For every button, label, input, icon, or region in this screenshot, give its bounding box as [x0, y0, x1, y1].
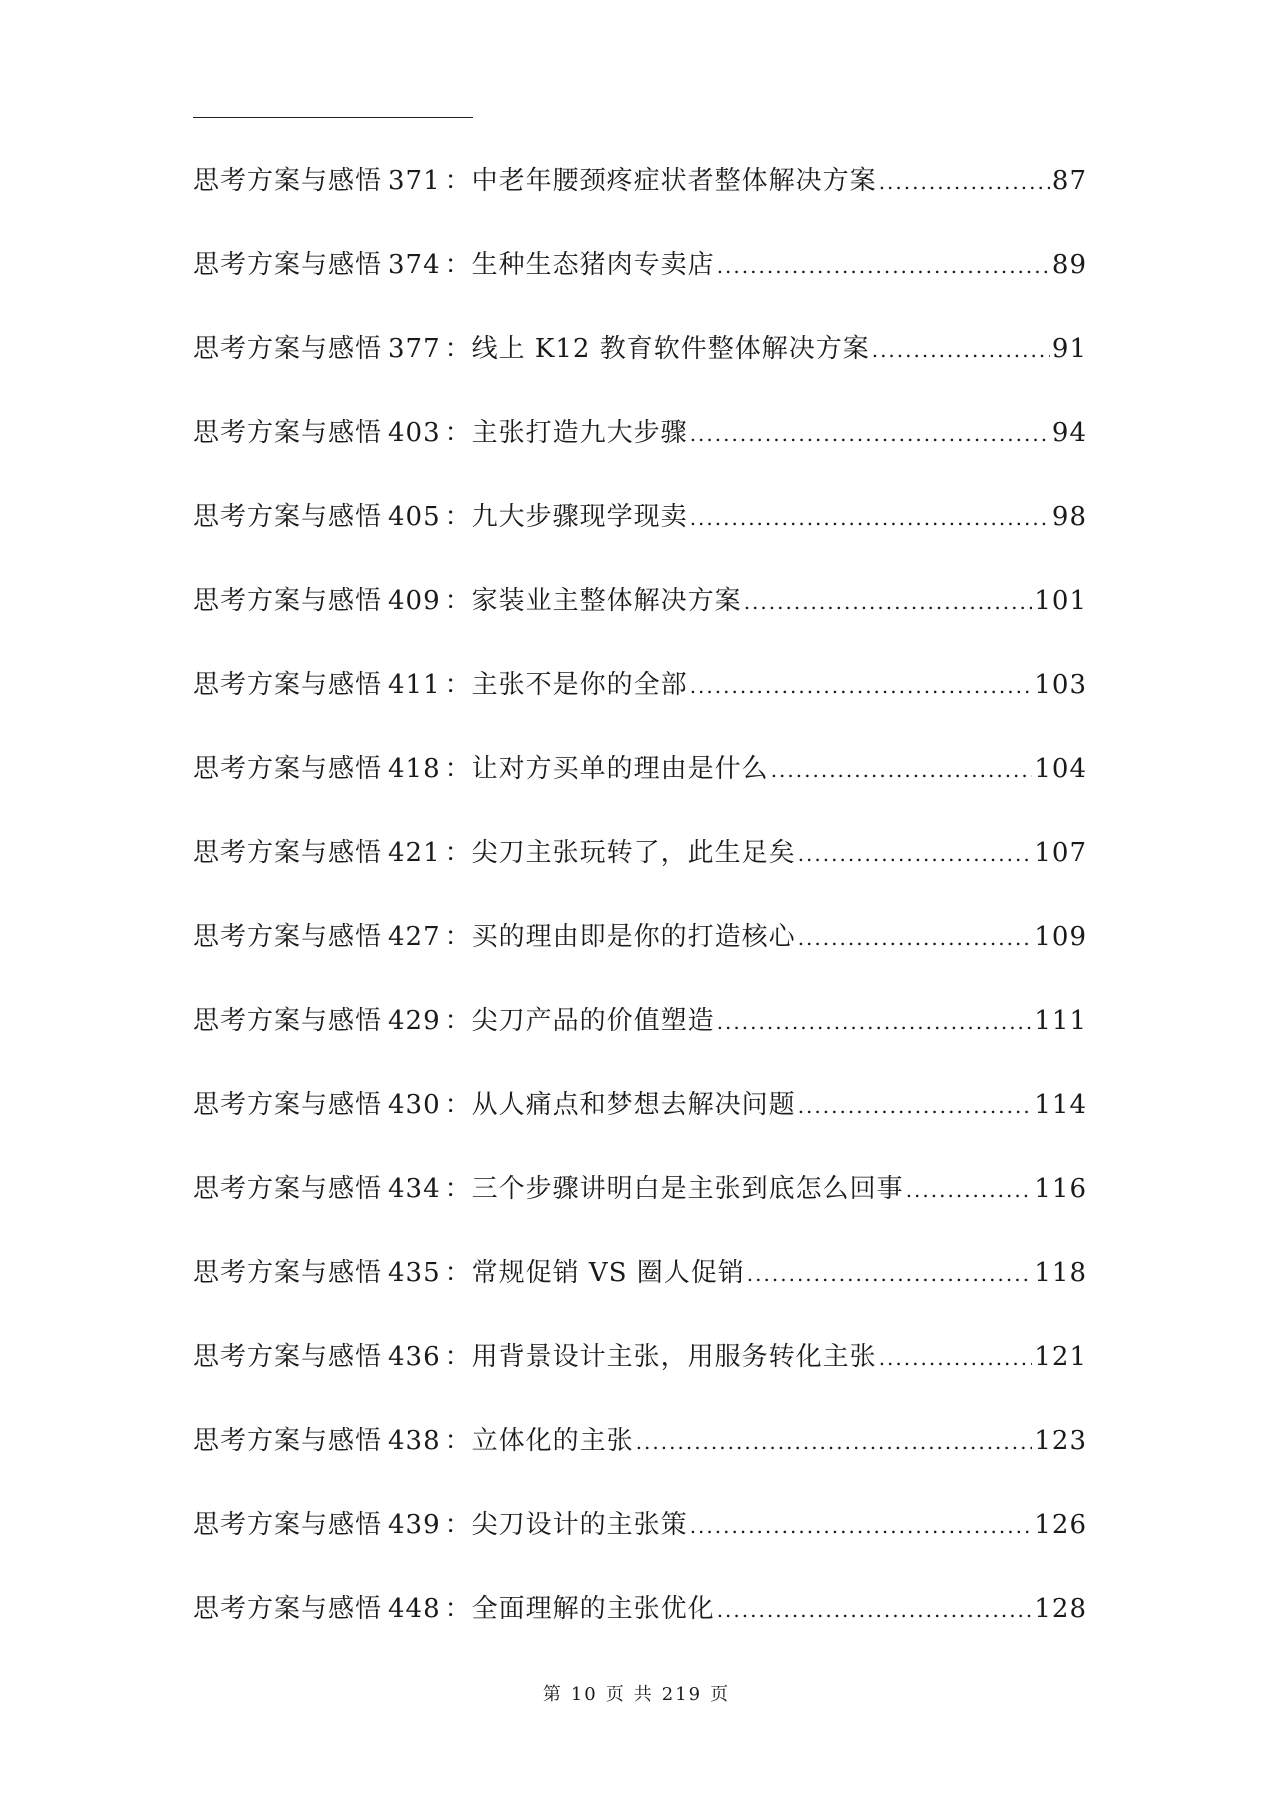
- toc-entry-prefix: 思考方案与感悟: [193, 250, 383, 280]
- toc-leader-dots: [879, 1346, 1033, 1370]
- toc-entry-number: 427: [388, 922, 441, 952]
- toc-entry-title: 思考方案与感悟 430 ：从人痛点和梦想去解决问题: [193, 1090, 796, 1120]
- toc-entry-page: 94: [1051, 418, 1087, 448]
- toc-leader-dots: [906, 1178, 1033, 1202]
- toc-entry[interactable]: [193, 160, 1087, 244]
- toc-entry[interactable]: [193, 1252, 1087, 1336]
- toc-entry-number: 448: [388, 1594, 441, 1624]
- toc-entry-page: 118: [1034, 1258, 1087, 1288]
- toc-entry-prefix: 思考方案与感悟: [193, 502, 383, 532]
- toc-entry-number: 405: [388, 502, 441, 532]
- toc-entry-title: 思考方案与感悟 448 ：全面理解的主张优化: [193, 1594, 715, 1624]
- toc-entry-page: 126: [1034, 1510, 1087, 1540]
- toc-entry-title: 思考方案与感悟 429 ：尖刀产品的价值塑造: [193, 1006, 715, 1036]
- toc-entry-page: 104: [1034, 754, 1087, 784]
- toc-entry-title: 思考方案与感悟 377 ：线上 K12 教育软件整体解决方案: [193, 334, 870, 364]
- toc-entry[interactable]: [193, 1336, 1087, 1420]
- toc-entry-page: 103: [1034, 670, 1087, 700]
- toc-entry-number: 374: [388, 250, 441, 280]
- toc-entry-title: 思考方案与感悟 403 ：主张打造九大步骤: [193, 418, 688, 448]
- footer-total-pages: 219: [661, 1684, 703, 1705]
- page-footer: [0, 1680, 1273, 1706]
- toc-entry-text: 中老年腰颈疼症状者整体解决方案: [471, 166, 877, 196]
- toc-entry[interactable]: [193, 832, 1087, 916]
- toc-entry[interactable]: [193, 244, 1087, 328]
- toc-entry-prefix: 思考方案与感悟: [193, 754, 383, 784]
- toc-entry[interactable]: [193, 580, 1087, 664]
- toc-entry-page: 114: [1034, 1090, 1087, 1120]
- toc-entry-title: 思考方案与感悟 427 ：买的理由即是你的打造核心: [193, 922, 796, 952]
- toc-entry-text: 立体化的主张: [471, 1426, 634, 1456]
- toc-entry-page: 123: [1034, 1426, 1087, 1456]
- toc-entry-text: 线上 K12 教育软件整体解决方案: [471, 334, 870, 364]
- toc-leader-dots: [636, 1430, 1033, 1454]
- toc-entry-page: 89: [1051, 250, 1087, 280]
- footer-gong: 共: [633, 1684, 654, 1705]
- toc-entry-title: 思考方案与感悟 405 ：九大步骤现学现卖: [193, 502, 688, 532]
- toc-entry-prefix: 思考方案与感悟: [193, 418, 383, 448]
- toc-entry-prefix: 思考方案与感悟: [193, 670, 383, 700]
- toc-entry-title: 思考方案与感悟 435 ：常规促销 VS 圈人促销: [193, 1258, 745, 1288]
- toc-entry[interactable]: [193, 1588, 1087, 1672]
- toc-entry-prefix: 思考方案与感悟: [193, 334, 383, 364]
- toc-entry-title: 思考方案与感悟 418 ：让对方买单的理由是什么: [193, 754, 769, 784]
- toc-leader-dots: [744, 590, 1033, 614]
- toc-entry-text: 生种生态猪肉专卖店: [471, 250, 715, 280]
- toc-entry-page: 87: [1051, 166, 1087, 196]
- toc-entry-text: 从人痛点和梦想去解决问题: [471, 1090, 796, 1120]
- footer-ye2: 页: [710, 1684, 731, 1705]
- toc-entry-prefix: 思考方案与感悟: [193, 1594, 383, 1624]
- toc-entry-page: 111: [1034, 1006, 1087, 1036]
- toc-entry-prefix: 思考方案与感悟: [193, 1510, 383, 1540]
- toc-entry-number: 430: [388, 1090, 441, 1120]
- toc-entry-number: 411: [388, 670, 441, 700]
- toc-entry-prefix: 思考方案与感悟: [193, 1090, 383, 1120]
- toc-entry-number: 409: [388, 586, 441, 616]
- toc-entry-text: 全面理解的主张优化: [471, 1594, 715, 1624]
- toc-entry-number: 434: [388, 1174, 441, 1204]
- toc-entry-title: 思考方案与感悟 374 ：生种生态猪肉专卖店: [193, 250, 715, 280]
- toc-leader-dots: [771, 758, 1033, 782]
- toc-entry-title: 思考方案与感悟 411 ：主张不是你的全部: [193, 670, 688, 700]
- toc-entry-text: 主张打造九大步骤: [471, 418, 688, 448]
- toc-leader-dots: [798, 926, 1033, 950]
- toc-entry[interactable]: [193, 1168, 1087, 1252]
- footer-di: 第: [542, 1684, 563, 1705]
- toc-leader-dots: [798, 842, 1033, 866]
- toc-entry-text: 三个步骤讲明白是主张到底怎么回事: [471, 1174, 904, 1204]
- toc-entry[interactable]: [193, 1084, 1087, 1168]
- toc-entry[interactable]: [193, 1000, 1087, 1084]
- toc-entry-text: 尖刀设计的主张策: [471, 1510, 688, 1540]
- toc-entry-page: 107: [1034, 838, 1087, 868]
- toc-leader-dots: [690, 506, 1050, 530]
- toc-entry-number: 377: [388, 334, 441, 364]
- toc-entry-number: 439: [388, 1510, 441, 1540]
- toc-entry[interactable]: [193, 748, 1087, 832]
- toc-entry-prefix: 思考方案与感悟: [193, 1426, 383, 1456]
- toc-entry-number: 429: [388, 1006, 441, 1036]
- toc-entry-page: 128: [1034, 1594, 1087, 1624]
- toc-entry-text: 主张不是你的全部: [471, 670, 688, 700]
- toc-entry-title: 思考方案与感悟 436 ：用背景设计主张，用服务转化主张: [193, 1342, 877, 1372]
- toc-entry-prefix: 思考方案与感悟: [193, 1258, 383, 1288]
- toc-entry-prefix: 思考方案与感悟: [193, 1006, 383, 1036]
- toc-entry-title: 思考方案与感悟 409 ：家装业主整体解决方案: [193, 586, 742, 616]
- toc-leader-dots: [690, 1514, 1033, 1538]
- toc-leader-dots: [690, 674, 1033, 698]
- toc-entry-prefix: 思考方案与感悟: [193, 838, 383, 868]
- toc-entry-text: 让对方买单的理由是什么: [471, 754, 769, 784]
- toc-entry-page: 98: [1051, 502, 1087, 532]
- toc-entry-number: 371: [388, 166, 441, 196]
- toc-entry-title: 思考方案与感悟 371 ：中老年腰颈疼症状者整体解决方案: [193, 166, 877, 196]
- toc-entry-number: 418: [388, 754, 441, 784]
- toc-entry-page: 101: [1034, 586, 1087, 616]
- toc-entry-text: 九大步骤现学现卖: [471, 502, 688, 532]
- toc-entry-prefix: 思考方案与感悟: [193, 922, 383, 952]
- toc-entry-text: 家装业主整体解决方案: [471, 586, 742, 616]
- toc-entry-page: 109: [1034, 922, 1087, 952]
- toc-entry-text: 尖刀主张玩转了，此生足矣: [471, 838, 796, 868]
- toc-entry-prefix: 思考方案与感悟: [193, 1342, 383, 1372]
- toc-entry[interactable]: [193, 1420, 1087, 1504]
- toc-entry-text: 尖刀产品的价值塑造: [471, 1006, 715, 1036]
- toc-entry-title: 思考方案与感悟 439 ：尖刀设计的主张策: [193, 1510, 688, 1540]
- toc-entry-number: 438: [388, 1426, 441, 1456]
- toc-entry-prefix: 思考方案与感悟: [193, 166, 383, 196]
- toc-leader-dots: [717, 254, 1050, 278]
- toc-entry-title: 思考方案与感悟 421 ：尖刀主张玩转了，此生足矣: [193, 838, 796, 868]
- toc-leader-dots: [879, 170, 1050, 194]
- toc-entry-number: 421: [388, 838, 441, 868]
- toc-entry-number: 403: [388, 418, 441, 448]
- toc-entry[interactable]: [193, 496, 1087, 580]
- toc-entry[interactable]: [193, 328, 1087, 412]
- header-rule: [193, 117, 473, 118]
- toc-entry-title: 思考方案与感悟 434 ：三个步骤讲明白是主张到底怎么回事: [193, 1174, 904, 1204]
- toc-entry[interactable]: [193, 1504, 1087, 1588]
- toc-leader-dots: [798, 1094, 1033, 1118]
- toc-entry-number: 435: [388, 1258, 441, 1288]
- toc-entry[interactable]: [193, 916, 1087, 1000]
- footer-ye: 页: [605, 1684, 626, 1705]
- toc-entry-text: 用背景设计主张，用服务转化主张: [471, 1342, 877, 1372]
- toc-leader-dots: [717, 1598, 1033, 1622]
- table-of-contents: [193, 160, 1087, 1672]
- toc-leader-dots: [690, 422, 1050, 446]
- toc-leader-dots: [747, 1262, 1033, 1286]
- toc-entry-number: 436: [388, 1342, 441, 1372]
- toc-entry-title: 思考方案与感悟 438 ：立体化的主张: [193, 1426, 634, 1456]
- toc-entry-prefix: 思考方案与感悟: [193, 586, 383, 616]
- toc-entry-page: 91: [1051, 334, 1087, 364]
- toc-entry-page: 116: [1034, 1174, 1087, 1204]
- toc-entry-page: 121: [1034, 1342, 1087, 1372]
- toc-entry[interactable]: [193, 412, 1087, 496]
- toc-entry[interactable]: [193, 664, 1087, 748]
- toc-entry-prefix: 思考方案与感悟: [193, 1174, 383, 1204]
- footer-current-page: 10: [570, 1684, 598, 1705]
- toc-leader-dots: [872, 338, 1050, 362]
- toc-entry-text: 常规促销 VS 圈人促销: [471, 1258, 745, 1288]
- toc-leader-dots: [717, 1010, 1033, 1034]
- toc-entry-text: 买的理由即是你的打造核心: [471, 922, 796, 952]
